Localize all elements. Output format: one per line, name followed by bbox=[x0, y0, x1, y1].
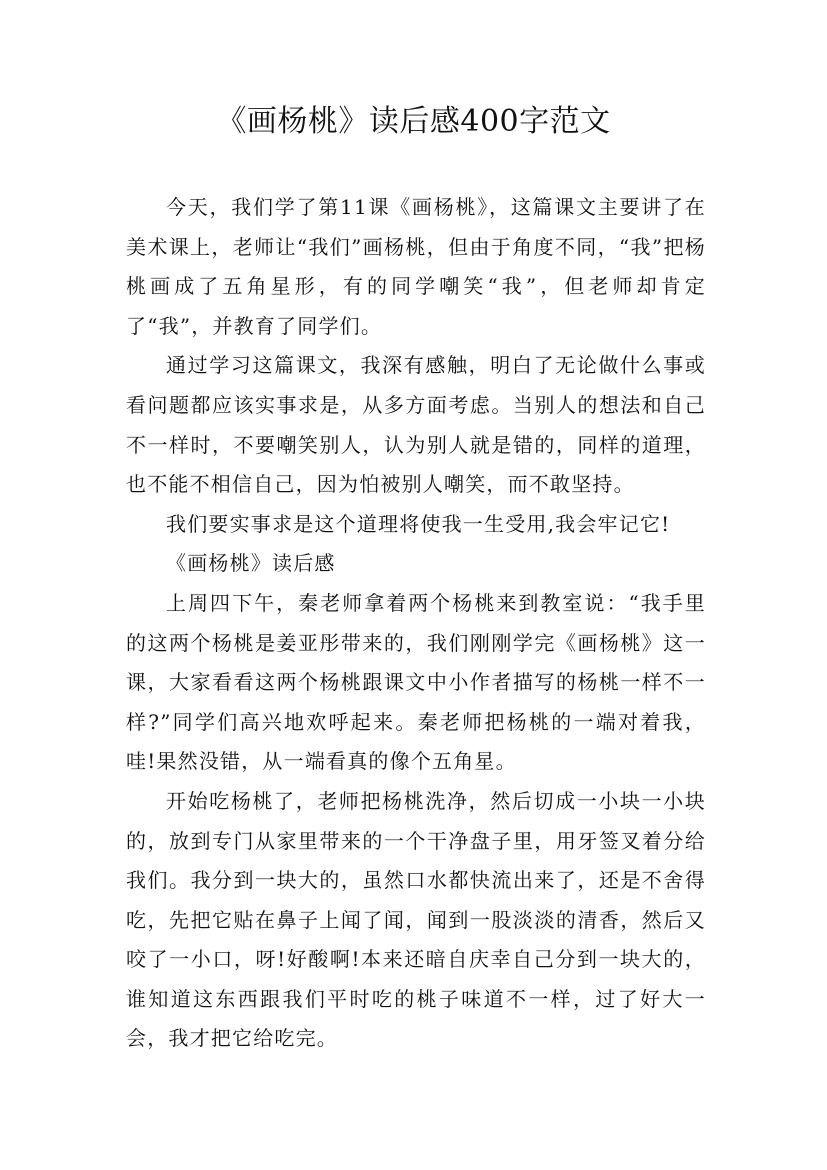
document-title: 《画杨桃》读后感400字范文 bbox=[216, 104, 611, 139]
paragraph-3: 我们要实事求是这个道理将使我一生受用,我会牢记它! bbox=[166, 511, 671, 536]
paragraph-1: 今天，我们学了第11课《画杨桃》，这篇课文主要讲了在美术课上，老师让“我们”画杨桃，但由于角度不同，“我”把杨桃画成了五角星形，有的同学嘲笑“我”，但老师却肯定了“我”，并教育了同学们。 bbox=[126, 195, 706, 338]
document-body bbox=[126, 188, 706, 1059]
paragraph-2: 通过学习这篇课文，我深有感触，明白了无论做什么事或看问题都应该实事求是，从多方面考虑。当别人的想法和自己不一样时，不要嘲笑别人，认为别人就是错的，同样的道理，也不能不相信自己，因为怕被别人嘲笑，而不敢坚持。 bbox=[126, 353, 706, 497]
paragraph-5: 开始吃杨桃了，老师把杨桃洗净，然后切成一小块一小块的，放到专门从家里带来的一个干净盘子里，用牙签叉着分给我们。我分到一块大的，虽然口水都快流出来了，还是不舍得吃，先把它贴在鼻子上闻了闻，闻到一股淡淡的清香，然后又咬了一小口，呀!好酸啊!本来还暗自庆幸自己分到一块大的，谁知道这东西跟我们平时吃的桃子味道不一样，过了好大一会，我才把它给吃完。 bbox=[126, 788, 706, 1051]
section-heading: 《画杨桃》读后感 bbox=[166, 551, 336, 576]
paragraph-4: 上周四下午，秦老师拿着两个杨桃来到教室说：“我手里的这两个杨桃是姜亚彤带来的，我们刚刚学完《画杨桃》这一课，大家看看这两个杨桃跟课文中小作者描写的杨桃一样不一样?”同学们高兴地欢呼起来。秦老师把杨桃的一端对着我，哇!果然没错，从一端看真的像个五角星。 bbox=[126, 590, 706, 774]
